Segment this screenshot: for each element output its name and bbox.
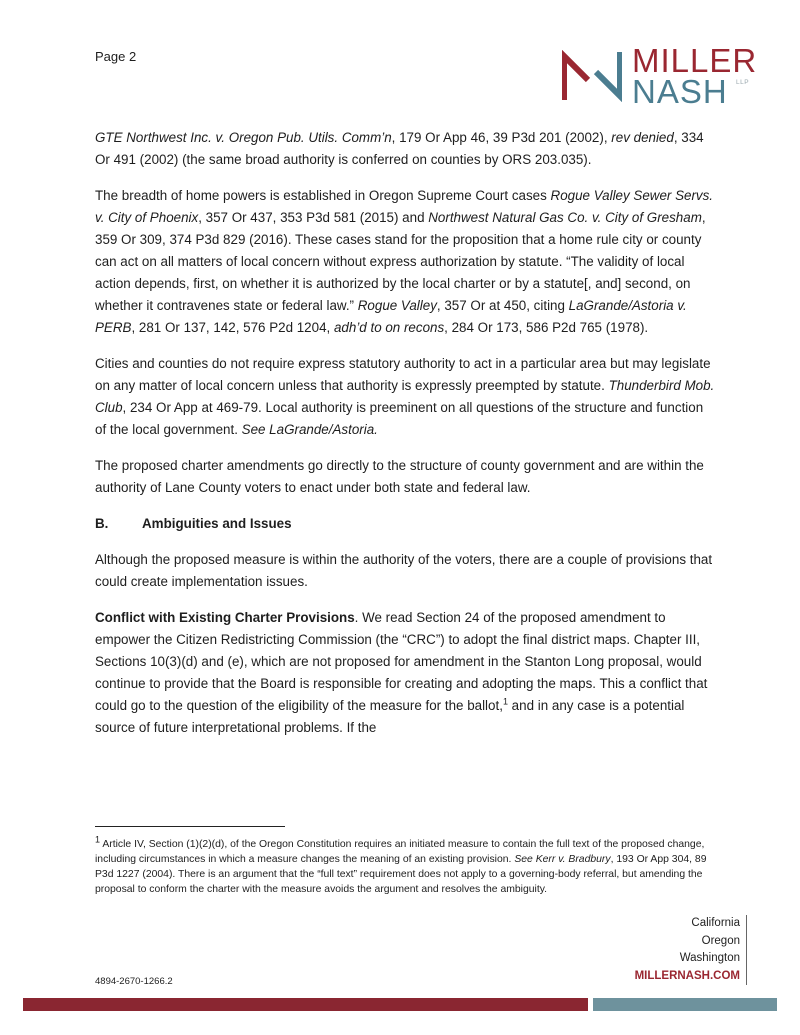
logo-miller-text: MILLER xyxy=(632,42,758,79)
miller-nash-logo xyxy=(562,44,762,108)
paragraph: GTE Northwest Inc. v. Oregon Pub. Utils. Comm’n, 179 Or App 46, 39 P3d 201 (2002), rev denied, 334 Or 491 (2002) (the same broad authority is conferred on counties by ORS 203.035). xyxy=(95,130,704,167)
logo-llp-text: LLP xyxy=(736,79,750,86)
document-id: 4894-2670-1266.2 xyxy=(95,976,173,987)
footnote-reference[interactable]: 1 xyxy=(502,696,508,707)
paragraph: The proposed charter amendments go directly to the structure of county government and are within the authority of Lane County voters to enact under both state and federal law. xyxy=(95,458,704,495)
footnote-divider xyxy=(95,826,285,827)
office-washington: Washington xyxy=(679,952,740,964)
section-heading: B. Ambiguities and Issues xyxy=(95,516,292,531)
page-number: Page 2 xyxy=(95,49,137,64)
mn-monogram-icon xyxy=(562,50,622,102)
letter-body xyxy=(95,127,715,753)
paragraph: The breadth of home powers is established in Oregon Supreme Court cases Rogue Valley Sewer Servs. v. City of Phoenix, 357 Or 437, 353 P3d 581 (2015) and Northwest Natural Gas Co. v. City of Gresham, 359 Or 309, 374 P3d 829 (2016). These cases stand for the proposition that a home rule city or county can act on all matters of local concern without express authorization by statute. “The validity of local action depends, first, on whether it is authorized by the local charter or by a statute[, and] second, on whether it contravenes state or federal law.” Rogue Valley, 357 Or at 450, citing LaGrande/Astoria v. PERB, 281 Or 137, 142, 576 P2d 1204, adh’d to on recons, 284 Or 173, 586 P2d 765 (1978). xyxy=(95,188,714,335)
footer-bar-blue xyxy=(593,998,777,1011)
office-california: California xyxy=(691,917,740,929)
paragraph: Although the proposed measure is within the authority of the voters, there are a couple of provisions that could create implementation issues. xyxy=(95,552,713,589)
office-locations xyxy=(635,915,747,985)
footnote: $^1$ Article IV, Section (1)(2)(d), of the Oregon Constitution requires an initiated measure to contain the full text of the proposed change, including circumstances in which a measure changes the meaning of an existing provision. See Kerr v. Bradbury, 193 Or App 304, 89 P3d 1227 (2004). There is an argument that the “full text” requirement does not apply to a governing-body referral, but amending the proposal to conform the charter with the measure avoids the argument and resolves the ambiguity. xyxy=(95,834,707,895)
website-link[interactable]: MILLERNASH.COM xyxy=(634,969,740,982)
office-oregon: Oregon xyxy=(701,934,740,947)
footer-bar-red xyxy=(23,998,588,1011)
paragraph: Cities and counties do not require express statutory authority to act in a particular area but may legislate on any matter of local concern unless that authority is expressly preempted by statute. Thunderbird Mob. Club, 234 Or App at 469-79. Local authority is preeminent on all questions of the structure and function of the local government. See LaGrande/Astoria. xyxy=(95,356,715,437)
paragraph: Conflict with Existing Charter Provisions. We read Section 24 of the proposed amendment to empower the Citizen Redistricting Commission (the “CRC”) to adopt the final district maps. Chapter III, Sections 10(3)(d) and (e), which are not proposed for amendment in the Stanton Long proposal, would continue to provide that the Board is responsible for creating and adopting the maps. This a conflict that could go to the question of the eligibility of the measure for the ballot,$^1$ and in any case is a potential source of future interpretational problems. If the xyxy=(95,610,708,735)
logo-nash-text: NASH xyxy=(632,73,728,110)
